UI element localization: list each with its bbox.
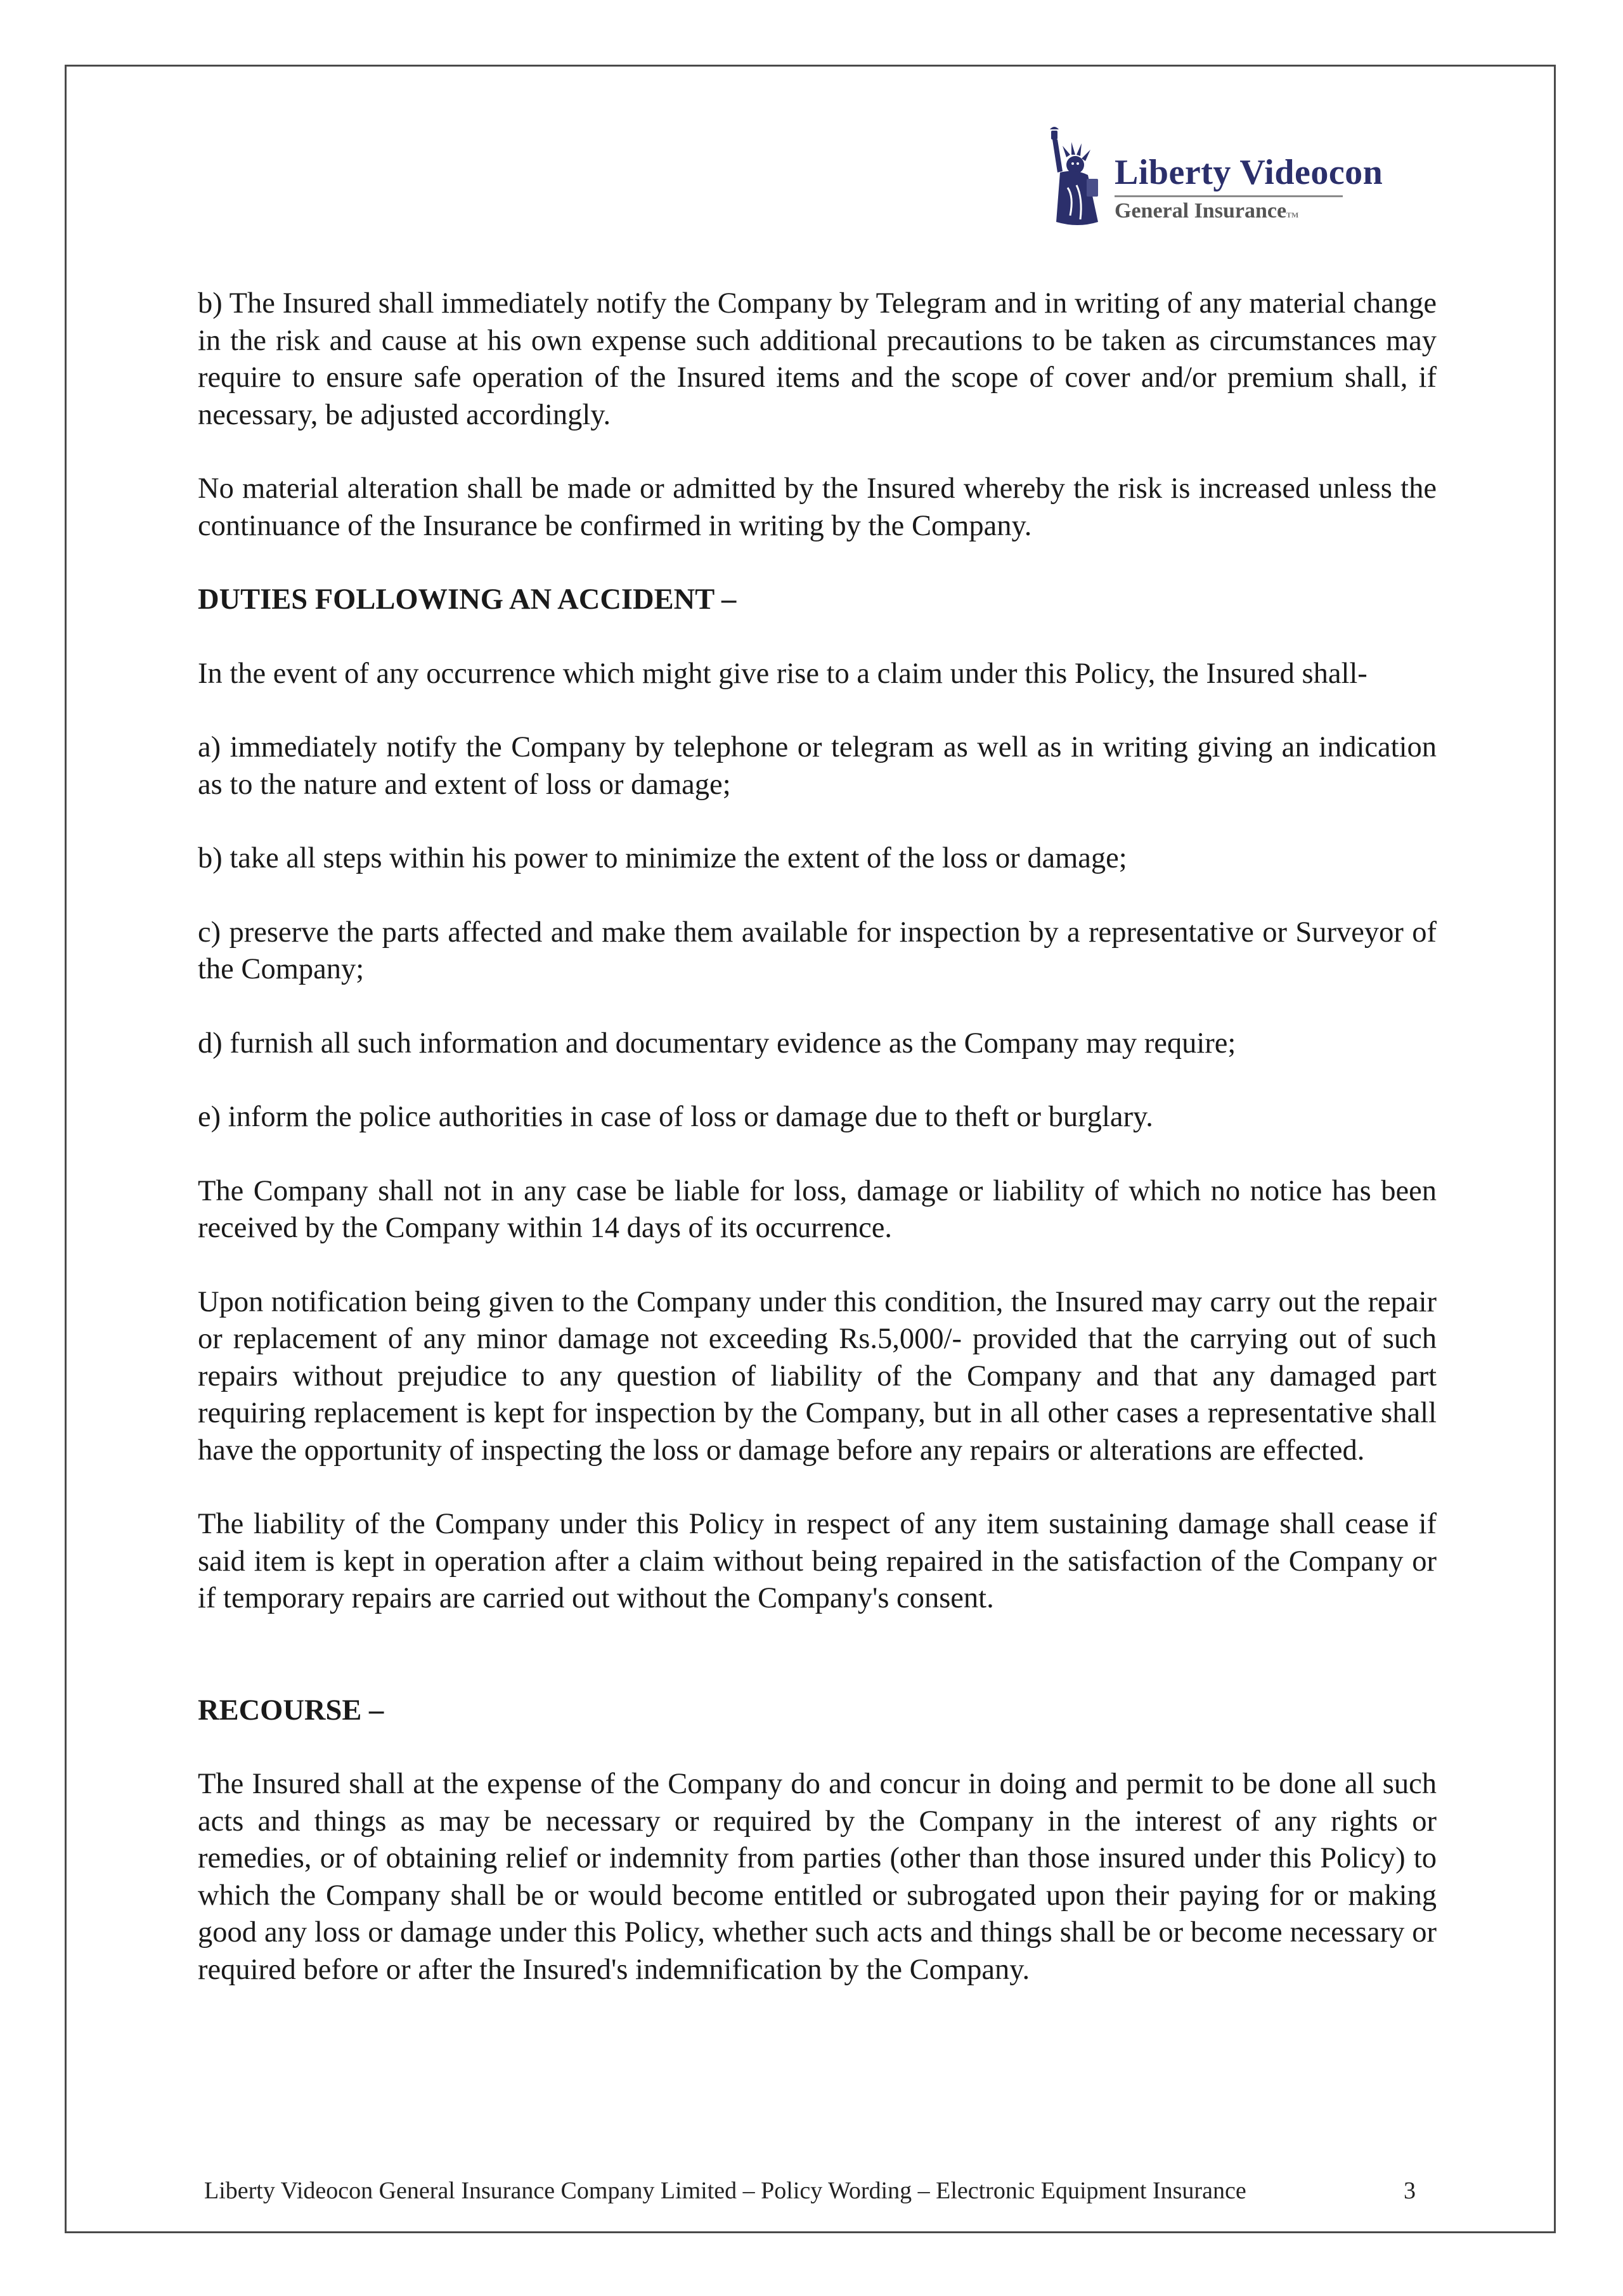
page-number: 3 <box>1404 2177 1416 2204</box>
paragraph-material-change: b) The Insured shall immediately notify the Company by Telegram and in writing of any material change in the risk and cause at his own expense such additional precautions to be taken as circumstances may require to ensure safe operation of the Insured items and the scope of cover and/or premium shall, if necessary, be adjusted accordingly. <box>198 287 1437 431</box>
page-footer <box>204 2176 1421 2205</box>
policy-content <box>198 285 1437 2025</box>
company-logo <box>1037 127 1418 235</box>
statue-of-liberty-icon <box>1037 127 1113 235</box>
logo-divider <box>1115 195 1343 197</box>
paragraph-notice-period: The Company shall not in any case be liable for loss, damage or liability of which no notice has been received by the Company within 14 days of its occurrence. <box>198 1174 1437 1244</box>
list-item-inform-police: e) inform the police authorities in case of loss or damage due to theft or burglary. <box>198 1101 1153 1133</box>
paragraph-liability-cease: The liability of the Company under this Policy in respect of any item sustaining damage shall cease if said item is kept in operation after a claim without being repaired in the satisfaction of the Company or if temporary repairs are carried out without the Company's consent. <box>198 1508 1437 1614</box>
logo-subtitle <box>1115 199 1298 223</box>
footer-text: Liberty Videocon General Insurance Company Limited – Policy Wording – Electronic Equipment Insurance <box>204 2177 1246 2204</box>
list-item-preserve-parts: c) preserve the parts affected and make them available for inspection by a representative or Surveyor of the Company; <box>198 916 1437 985</box>
paragraph-recourse: The Insured shall at the expense of the Company do and concur in doing and permit to be done all such acts and things as may be necessary or required by the Company in the interest of any rights or remedies, or of obtaining relief or indemnity from parties (other than those insured under this Policy) to which the Company shall be or would become entitled or subrogated upon their paying for or making good any loss or damage under this Policy, whether such acts and things shall be or become necessary or required before or after the Insured's indemnification by the Company. <box>198 1768 1437 1986</box>
list-item-minimize-loss: b) take all steps within his power to minimize the extent of the loss or damage; <box>198 842 1127 874</box>
heading-duties-following-accident: DUTIES FOLLOWING AN ACCIDENT – <box>198 583 737 616</box>
list-item-furnish-information: d) furnish all such information and documentary evidence as the Company may require; <box>198 1027 1236 1060</box>
logo-trademark: TM <box>1286 211 1299 219</box>
logo-brand-name: Liberty Videocon <box>1115 153 1383 192</box>
logo-subtitle-text: General Insurance <box>1115 199 1287 223</box>
paragraph-material-alteration: No material alteration shall be made or admitted by the Insured whereby the risk is increased unless the continuance of the Insurance be confirmed in writing by the Company. <box>198 472 1437 542</box>
heading-recourse: RECOURSE – <box>198 1694 384 1727</box>
paragraph-minor-repairs: Upon notification being given to the Company under this condition, the Insured may carry out the repair or replacement of any minor damage not exceeding Rs.5,000/- provided that the carrying out of such repairs without prejudice to any question of liability of the Company and that any damaged part requiring replacement is kept for inspection by the Company, but in all other cases a representative shall have the opportunity of inspecting the loss or damage before any repairs or alterations are effected. <box>198 1285 1437 1467</box>
paragraph-event-of-occurrence: In the event of any occurrence which might give rise to a claim under this Policy, the Insured shall- <box>198 657 1368 690</box>
list-item-notify-company: a) immediately notify the Company by telephone or telegram as well as in writing giving an indication as to the nature and extent of loss or damage; <box>198 731 1437 801</box>
